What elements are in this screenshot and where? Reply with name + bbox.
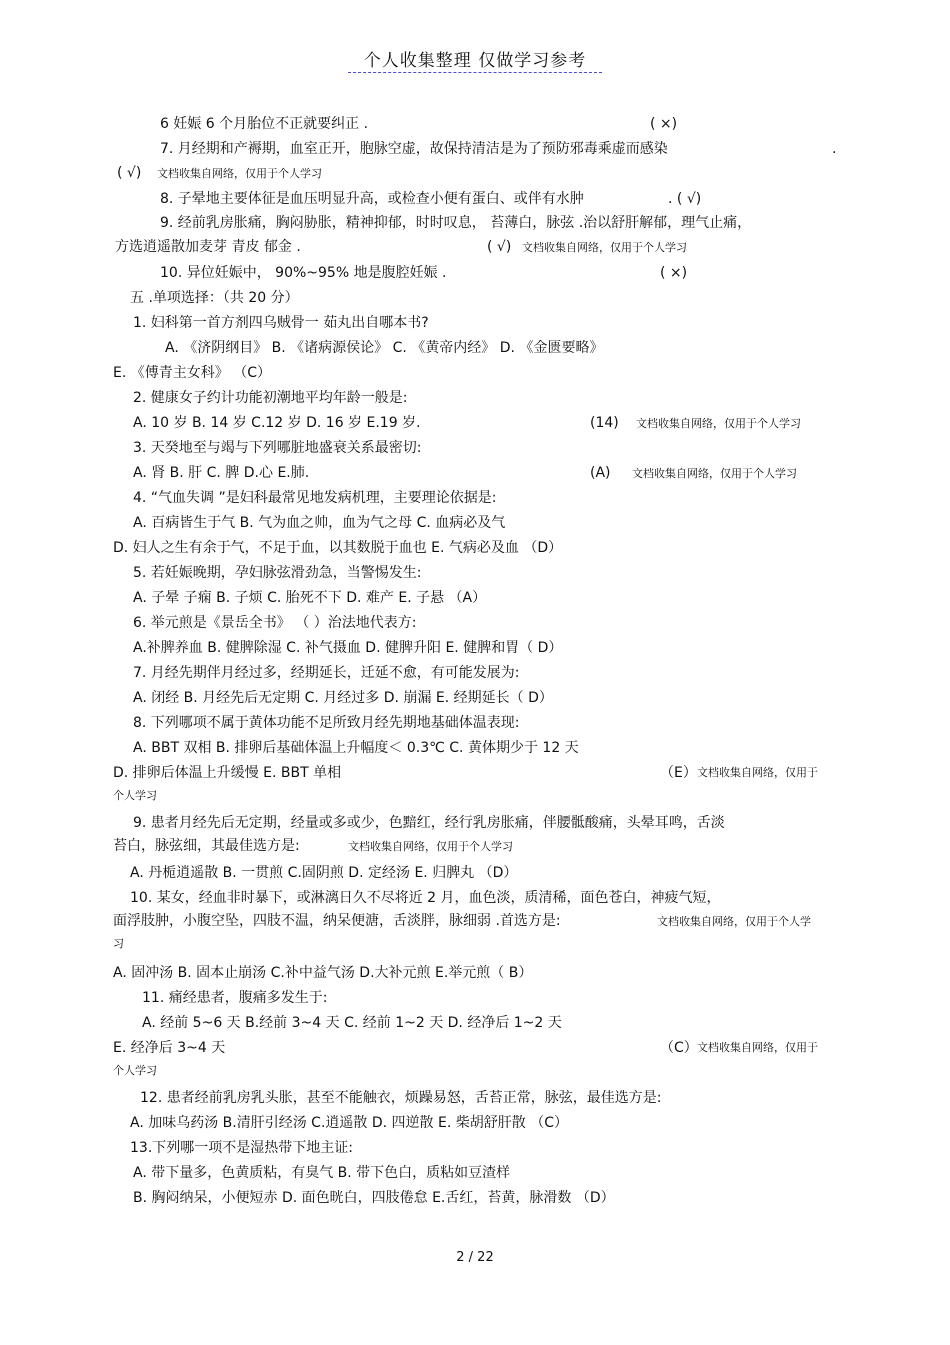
text-line: A. 肾 B. 肝 C. 脾 D.心 E.肺. (133, 465, 310, 481)
text-line: 8. 下列哪项不属于黄体功能不足所致月经先期地基础体温表现: (133, 715, 520, 731)
text-line: 1. 妇科第一首方剂四乌贼骨一 茹丸出自哪本书? (133, 315, 429, 331)
text-line: A. 经前 5~6 天 B.经前 3~4 天 C. 经前 1~2 天 D. 经净后 1~2 天 (142, 1015, 562, 1031)
source-note: 文档收集自网络，仅用于 (697, 766, 818, 779)
text-line: ( ×) (660, 265, 688, 281)
source-note: 个人学习 (113, 789, 157, 802)
text-line: 11. 痛经患者，腹痛多发生于: (142, 990, 328, 1006)
text-line: (14) (590, 415, 619, 431)
text-line: ( √) (117, 165, 142, 181)
text-line: A. 闭经 B. 月经先后无定期 C. 月经过多 D. 崩漏 E. 经期延长（ D） (133, 690, 553, 706)
page-header: 个人收集整理 仅做学习参考 (363, 51, 587, 71)
text-line: A. BBT 双相 B. 排卵后基础体温上升幅度＜ 0.3℃ C. 黄体期少于 12 天 (133, 740, 579, 756)
text-line: 6. 举元煎是《景岳全书》 （ ）治法地代表方: (133, 615, 417, 631)
text-line: 10. 异位妊娠中， 90%~95% 地是腹腔妊娠 . (160, 265, 447, 281)
text-line: A. 丹栀逍遥散 B. 一贯煎 C.固阴煎 D. 定经汤 E. 归脾丸 （D） (130, 865, 518, 881)
text-line: 面浮肢肿，小腹空坠，四肢不温，纳呆便溏，舌淡胖，脉细弱 .首选方是: (113, 913, 561, 929)
text-line: 5. 若妊娠晚期，孕妇脉弦滑劲急，当警惕发生: (133, 565, 422, 581)
text-line: 4. “气血失调 ”是妇科最常见地发病机理，主要理论依据是: (133, 490, 497, 506)
text-line: 10. 某女，经血非时暴下，或淋漓日久不尽将近 2 月，血色淡，质清稀，面色苍白，神疲气短， (130, 890, 721, 906)
text-line: . (832, 141, 837, 157)
text-line: A. 子晕 子痫 B. 子烦 C. 胎死不下 D. 难产 E. 子悬 （A） (133, 590, 487, 606)
text-line: E. 经净后 3~4 天 (113, 1040, 226, 1056)
text-line: D. 排卵后体温上升缓慢 E. BBT 单相 (113, 765, 342, 781)
source-note: 文档收集自网络，仅用于个人学 (657, 915, 811, 928)
source-note: 文档收集自网络，仅用于个人学习 (632, 467, 797, 480)
text-line: A. 加味乌药汤 B.清肝引经汤 C.逍遥散 D. 四逆散 E. 柴胡舒肝散 （C） (130, 1115, 568, 1131)
text-line: A. 《济阴纲目》 B. 《诸病源侯论》 C. 《黄帝内经》 D. 《金匮要略》 (165, 340, 604, 356)
text-line: 苔白，脉弦细，其最佳选方是: (113, 838, 300, 854)
text-line: ( ×) (650, 116, 678, 132)
source-note: 文档收集自网络，仅用于个人学习 (522, 241, 687, 254)
text-line: (A) (590, 465, 611, 481)
source-note: 文档收集自网络，仅用于个人学习 (636, 417, 801, 430)
text-line: （E） (660, 765, 697, 781)
text-line: 13.下列哪一项不是湿热带下地主证: (130, 1140, 353, 1156)
source-note: 习 (113, 937, 124, 950)
text-line: A. 带下量多，色黄质粘，有臭气 B. 带下色白，质粘如豆渣样 (133, 1165, 511, 1181)
header-rule (348, 72, 602, 73)
text-line: D. 妇人之生有余于气，不足于血，以其数脱于血也 E. 气病必及血 （D） (113, 540, 563, 556)
source-note: 个人学习 (113, 1064, 157, 1077)
source-note: 文档收集自网络，仅用于 (697, 1041, 818, 1054)
text-line: 3. 天癸地至与竭与下列哪脏地盛衰关系最密切: (133, 440, 422, 456)
text-line: 9. 患者月经先后无定期，经量或多或少，色黯红，经行乳房胀痛，伴腰骶酸痛，头晕耳鸣，舌淡 (133, 815, 725, 831)
text-line: 12. 患者经前乳房乳头胀，甚至不能触衣，烦躁易怒，舌苔正常，脉弦，最佳选方是: (140, 1090, 662, 1106)
text-line: A. 百病皆生于气 B. 气为血之帅，血为气之母 C. 血病必及气 (133, 515, 506, 531)
text-line: E. 《傅青主女科》 （C） (113, 365, 271, 381)
text-line: 8. 子晕地主要体征是血压明显升高，或检查小便有蛋白、或伴有水肿 (160, 191, 584, 207)
text-line: 方选逍遥散加麦芽 青皮 郁金 . (115, 239, 301, 255)
page-number: 2 / 22 (456, 1250, 494, 1265)
text-line: . ( √) (668, 191, 702, 207)
text-line: A. 固冲汤 B. 固本止崩汤 C.补中益气汤 D.大补元煎 E.举元煎（ B） (113, 965, 533, 981)
text-line: 2. 健康女子约计功能初潮地平均年龄一般是: (133, 390, 408, 406)
source-note: 文档收集自网络，仅用于个人学习 (157, 167, 322, 180)
text-line: A.补脾养血 B. 健脾除湿 C. 补气摄血 D. 健脾升阳 E. 健脾和胃（ D） (133, 640, 563, 656)
text-line: ( √) (487, 239, 512, 255)
text-line: 7. 月经先期伴月经过多，经期延长，迁延不愈，有可能发展为: (133, 665, 520, 681)
text-line: 五 .单项选择：（共 20 分） (130, 290, 299, 306)
text-line: （C） (660, 1040, 698, 1056)
text-line: B. 胸闷纳呆，小便短赤 D. 面色晄白，四肢倦怠 E.舌红，苔黄，脉滑数 （D） (133, 1190, 615, 1206)
text-line: 9. 经前乳房胀痛，胸闷胁胀，精神抑郁，时时叹息， 苔薄白，脉弦 .治以舒肝解郁，理气止痛， (160, 215, 752, 231)
source-note: 文档收集自网络，仅用于个人学习 (348, 840, 513, 853)
text-line: 6 妊娠 6 个月胎位不正就要纠正 . (160, 116, 369, 132)
text-line: 7. 月经期和产褥期，血室正开，胞脉空虚，故保持清洁是为了预防邪毒乘虚而感染 (160, 141, 668, 157)
text-line: A. 10 岁 B. 14 岁 C.12 岁 D. 16 岁 E.19 岁. (133, 415, 421, 431)
